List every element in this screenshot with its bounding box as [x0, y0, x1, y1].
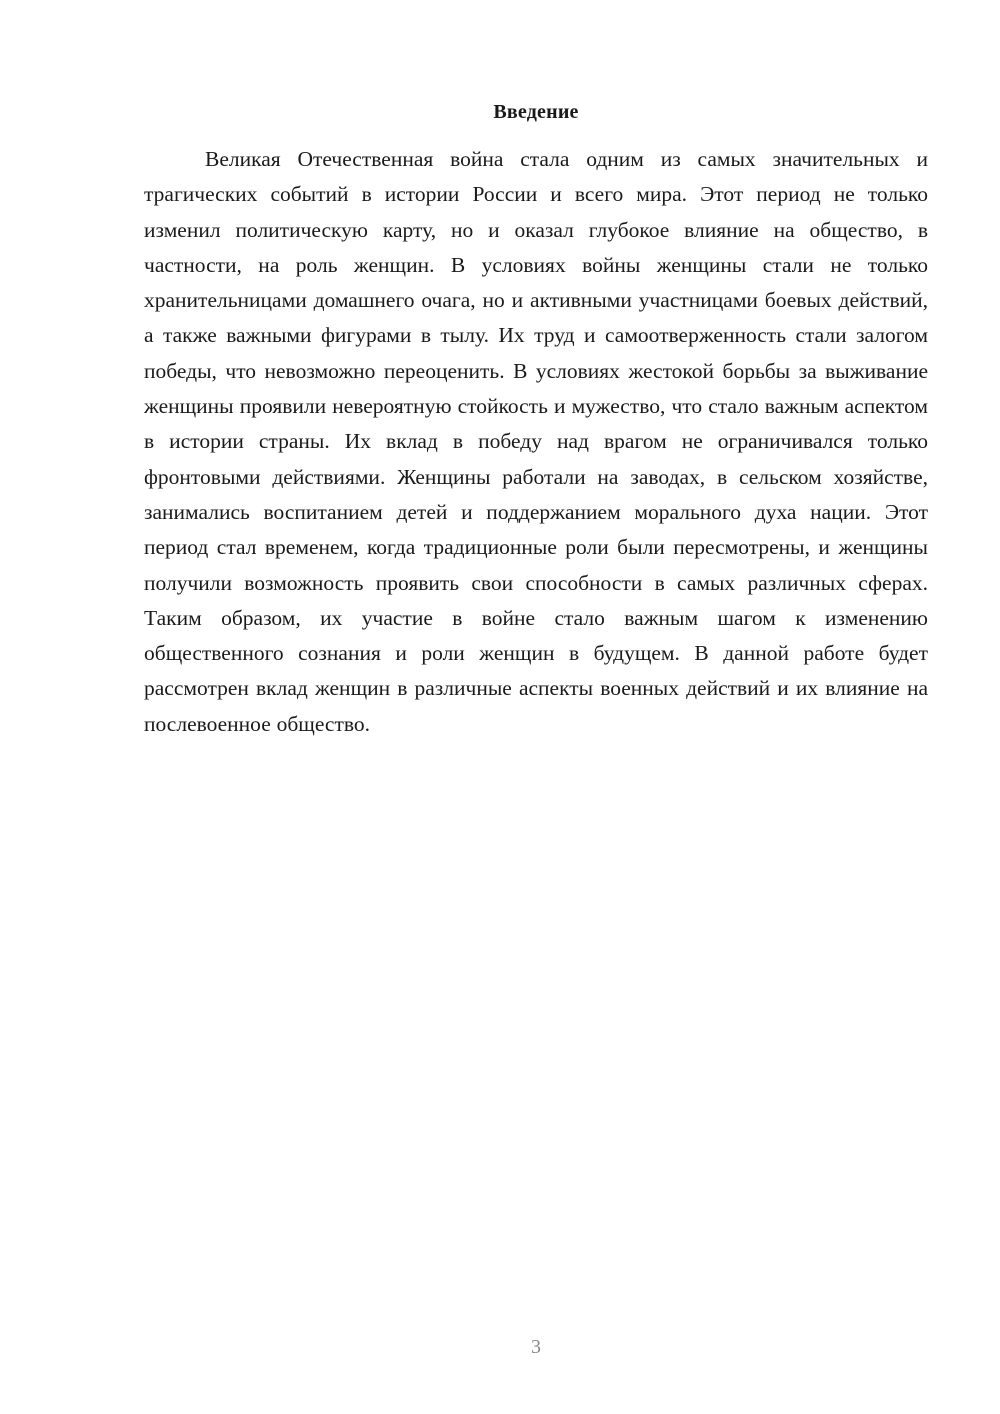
- section-heading: Введение: [493, 101, 579, 123]
- page-number: 3: [531, 1336, 541, 1358]
- introduction-paragraph: Великая Отечественная война стала одним из самых значительных и трагических событий в истории России и всего мира. Этот период не только изменил политическую карту, но и оказал глубокое влияние на общество, в частности, на роль женщин. В условиях войны женщины стали не только хранительницами домашнего очага, но и активными участницами боевых действий, а также важными фигурами в тылу. Их труд и самоотверженность стали залогом победы, что невозможно переоценить. В условиях жестокой борьбы за выживание женщины проявили невероятную стойкость и мужество, что стало важным аспектом в истории страны. Их вклад в победу над врагом не ограничивался только фронтовыми действиями. Женщины работали на заводах, в сельском хозяйстве, занимались воспитанием детей и поддержанием морального духа нации. Этот период стал временем, когда традиционные роли были пересмотрены, и женщины получили возможность проявить свои способности в самых различных сферах. Таким образом, их участие в войне стало важным шагом к изменению общественного сознания и роли женщин в будущем. В данной работе будет рассмотрен вклад женщин в различные аспекты военных действий и их влияние на послевоенное общество.: [144, 147, 928, 736]
